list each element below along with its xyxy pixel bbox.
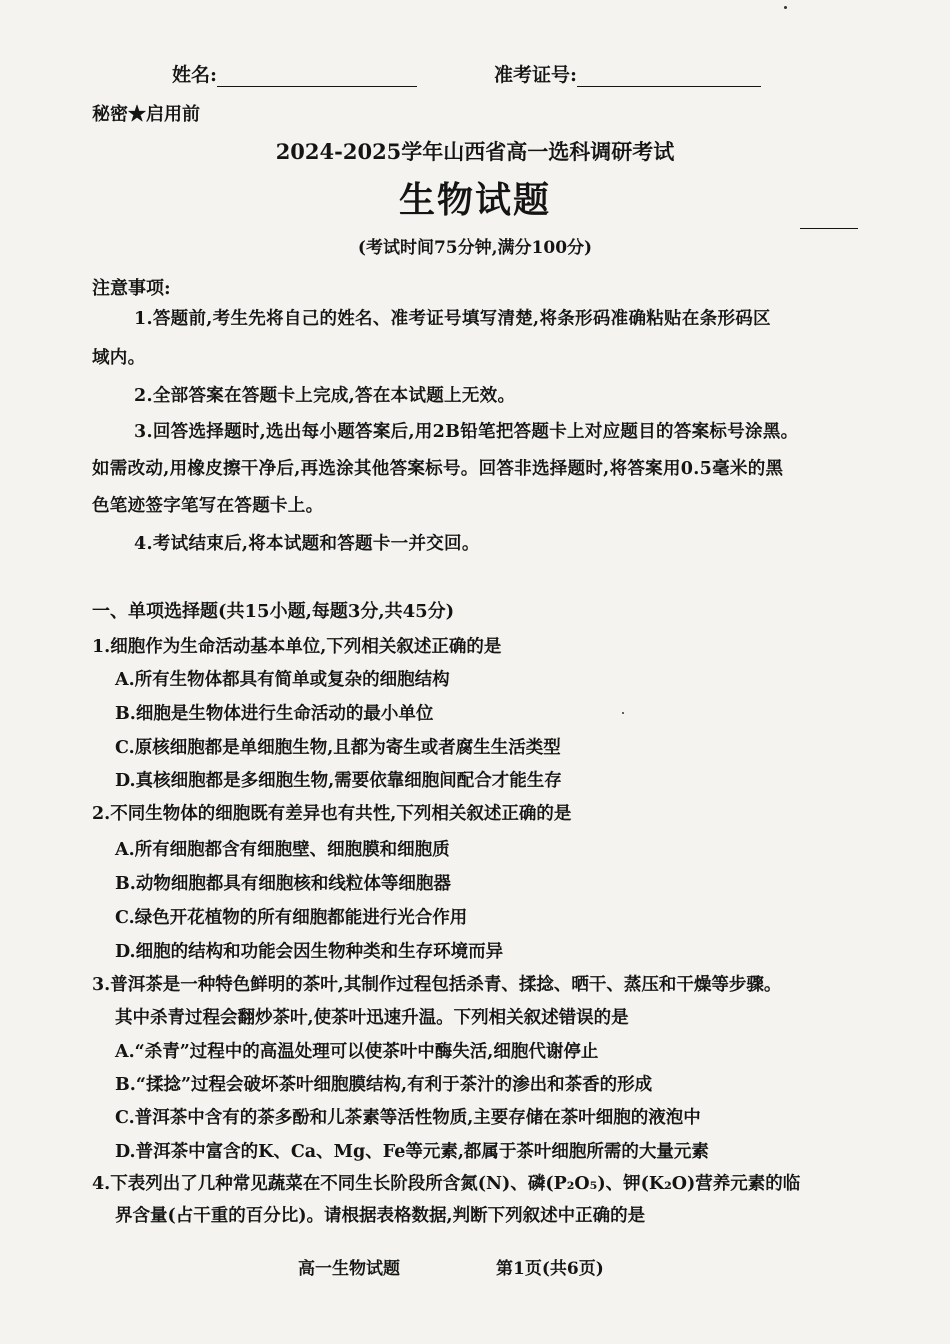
exam-id-field	[494, 60, 761, 87]
option-d: D.细胞的结构和功能会因生物种类和生存环境而异	[115, 942, 504, 962]
secret-label: 秘密★启用前	[92, 104, 200, 125]
option-b: B.细胞是生物体进行生命活动的最小单位	[115, 704, 434, 724]
scan-speck	[622, 712, 624, 714]
notice-line: 如需改动,用橡皮擦干净后,再选涂其他答案标号。回答非选择题时,将答案用0.5毫米的黑	[92, 459, 784, 479]
option-c: C.普洱茶中含有的茶多酚和儿茶素等活性物质,主要存储在茶叶细胞的液泡中	[115, 1108, 701, 1128]
exam-meta: (考试时间75分钟,满分100分)	[357, 238, 593, 258]
notice-heading: 注意事项:	[92, 278, 171, 299]
question-stem: 2.不同生物体的细胞既有差异也有共性,下列相关叙述正确的是	[92, 804, 572, 824]
subject-title: 生物试题	[398, 179, 551, 221]
option-c: C.原核细胞都是单细胞生物,且都为寄生或者腐生生活类型	[115, 738, 561, 758]
footer-subject: 高一生物试题	[298, 1259, 400, 1279]
notice-line: 3.回答选择题时,选出每小题答案后,用2B铅笔把答题卡上对应题目的答案标号涂黑。	[134, 422, 799, 442]
option-b: B.“揉捻”过程会破坏茶叶细胞膜结构,有利于茶汁的渗出和茶香的形成	[115, 1075, 653, 1095]
notice-line: 色笔迹签字笔写在答题卡上。	[92, 496, 324, 516]
question-stem: 3.普洱茶是一种特色鲜明的茶叶,其制作过程包括杀青、揉捻、晒干、蒸压和干燥等步骤。	[92, 975, 782, 995]
name-blank	[217, 68, 417, 87]
footer-page: 第1页(共6页)	[496, 1259, 604, 1279]
question-stem-cont: 界含量(占干重的百分比)。请根据表格数据,判断下列叙述中正确的是	[115, 1206, 646, 1226]
option-c: C.绿色开花植物的所有细胞都能进行光合作用	[115, 908, 468, 928]
question-stem-cont: 其中杀青过程会翻炒茶叶,使茶叶迅速升温。下列相关叙述错误的是	[115, 1008, 629, 1028]
option-a: A.所有细胞都含有细胞壁、细胞膜和细胞质	[115, 840, 450, 860]
name-field	[172, 60, 417, 87]
notice-line: 1.答题前,考生先将自己的姓名、准考证号填写清楚,将条形码准确粘贴在条形码区	[134, 309, 771, 329]
option-d: D.普洱茶中富含的K、Ca、Mg、Fe等元素,都属于茶叶细胞所需的大量元素	[115, 1142, 709, 1162]
option-a: A.“杀青”过程中的高温处理可以使茶叶中酶失活,细胞代谢停止	[115, 1042, 599, 1062]
decorative-dash	[800, 228, 858, 229]
notice-line: 2.全部答案在答题卡上完成,答在本试题上无效。	[134, 386, 516, 406]
section-heading: 一、单项选择题(共15小题,每题3分,共45分)	[92, 601, 455, 622]
exam-id-blank	[577, 68, 761, 87]
option-d: D.真核细胞都是多细胞生物,需要依靠细胞间配合才能生存	[115, 771, 562, 791]
question-stem: 4.下表列出了几种常见蔬菜在不同生长阶段所含氮(N)、磷(P₂O₅)、钾(K₂O)营养元素的临	[92, 1174, 801, 1194]
name-label: 姓名:	[172, 64, 218, 86]
notice-line: 4.考试结束后,将本试题和答题卡一并交回。	[134, 534, 480, 554]
option-a: A.所有生物体都具有简单或复杂的细胞结构	[115, 670, 450, 690]
exam-id-label: 准考证号:	[494, 64, 578, 86]
notice-line: 域内。	[92, 348, 146, 368]
exam-title: 2024-2025学年山西省高一选科调研考试	[275, 139, 675, 164]
question-stem: 1.细胞作为生命活动基本单位,下列相关叙述正确的是	[92, 637, 502, 657]
scan-speck	[784, 6, 787, 9]
option-b: B.动物细胞都具有细胞核和线粒体等细胞器	[115, 874, 451, 894]
